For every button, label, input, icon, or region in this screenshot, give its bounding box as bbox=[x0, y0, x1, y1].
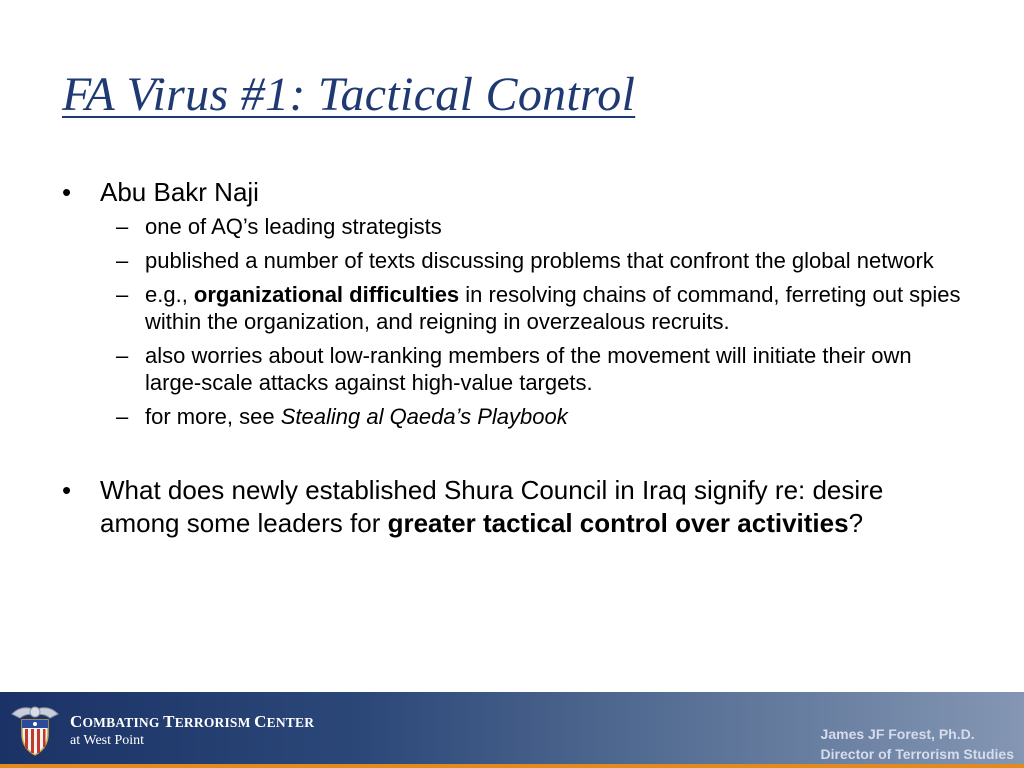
bullet-text: What does newly established Shura Council in Iraq signify re: desire among some leaders for bbox=[100, 475, 884, 538]
sub-bullet bbox=[100, 342, 962, 396]
sub-bullet bbox=[100, 403, 962, 430]
dash-marker: – bbox=[116, 282, 129, 307]
sub-bullet-text: published a number of texts discussing problems that confront the global network bbox=[145, 248, 934, 273]
organization-name bbox=[70, 712, 314, 732]
organization-subtitle: at West Point bbox=[70, 733, 145, 748]
org-name-part: ERRORISM bbox=[174, 715, 255, 730]
sub-bullet bbox=[100, 281, 962, 335]
west-point-seal-icon bbox=[8, 700, 62, 758]
sub-bullet-text: also worries about low-ranking members of the movement will initiate their own large-scale attacks against high-value targets. bbox=[145, 343, 912, 395]
dash-marker: – bbox=[116, 343, 129, 368]
bullet-abu-bakr-naji bbox=[62, 176, 962, 430]
org-name-part: C bbox=[254, 712, 267, 731]
emphasis-text: organizational difficulties bbox=[193, 282, 460, 307]
sub-bullet bbox=[100, 213, 962, 240]
sub-bullet bbox=[100, 247, 962, 274]
book-title: Stealing al Qaeda’s Playbook bbox=[280, 404, 568, 429]
footer-accent-line bbox=[0, 764, 1024, 768]
sub-bullet-text: in resolving chains of command, ferreting out spies within the organization, and reigning in overzealous recruits. bbox=[145, 282, 961, 334]
bullet-marker: • bbox=[62, 475, 72, 505]
author-block bbox=[821, 724, 1014, 764]
bullet-text: Abu Bakr Naji bbox=[100, 177, 259, 207]
sub-bullet-text: for more, see bbox=[145, 404, 281, 429]
slide-content bbox=[62, 176, 962, 540]
author-name: James JF Forest, Ph.D. bbox=[820, 726, 975, 742]
dash-marker: – bbox=[116, 248, 129, 273]
bullet-shura-council bbox=[62, 474, 962, 540]
org-name-part: ENTER bbox=[266, 715, 315, 730]
sub-bullet-list bbox=[100, 213, 962, 430]
sub-bullet-text: one of AQ’s leading strategists bbox=[145, 214, 442, 239]
dash-marker: – bbox=[116, 404, 129, 429]
dash-marker: – bbox=[116, 214, 129, 239]
sub-bullet-text: e.g., bbox=[145, 282, 194, 307]
slide-title: FA Virus #1: Tactical Control bbox=[62, 68, 636, 121]
emphasis-text: greater tactical control over activities bbox=[387, 508, 849, 538]
org-name-part: T bbox=[163, 712, 175, 731]
org-name-part: C bbox=[70, 712, 83, 731]
author-title: Director of Terrorism Studies bbox=[820, 746, 1014, 762]
bullet-text: ? bbox=[848, 508, 864, 538]
org-name-part: OMBATING bbox=[82, 715, 164, 730]
bullet-marker: • bbox=[62, 177, 72, 207]
